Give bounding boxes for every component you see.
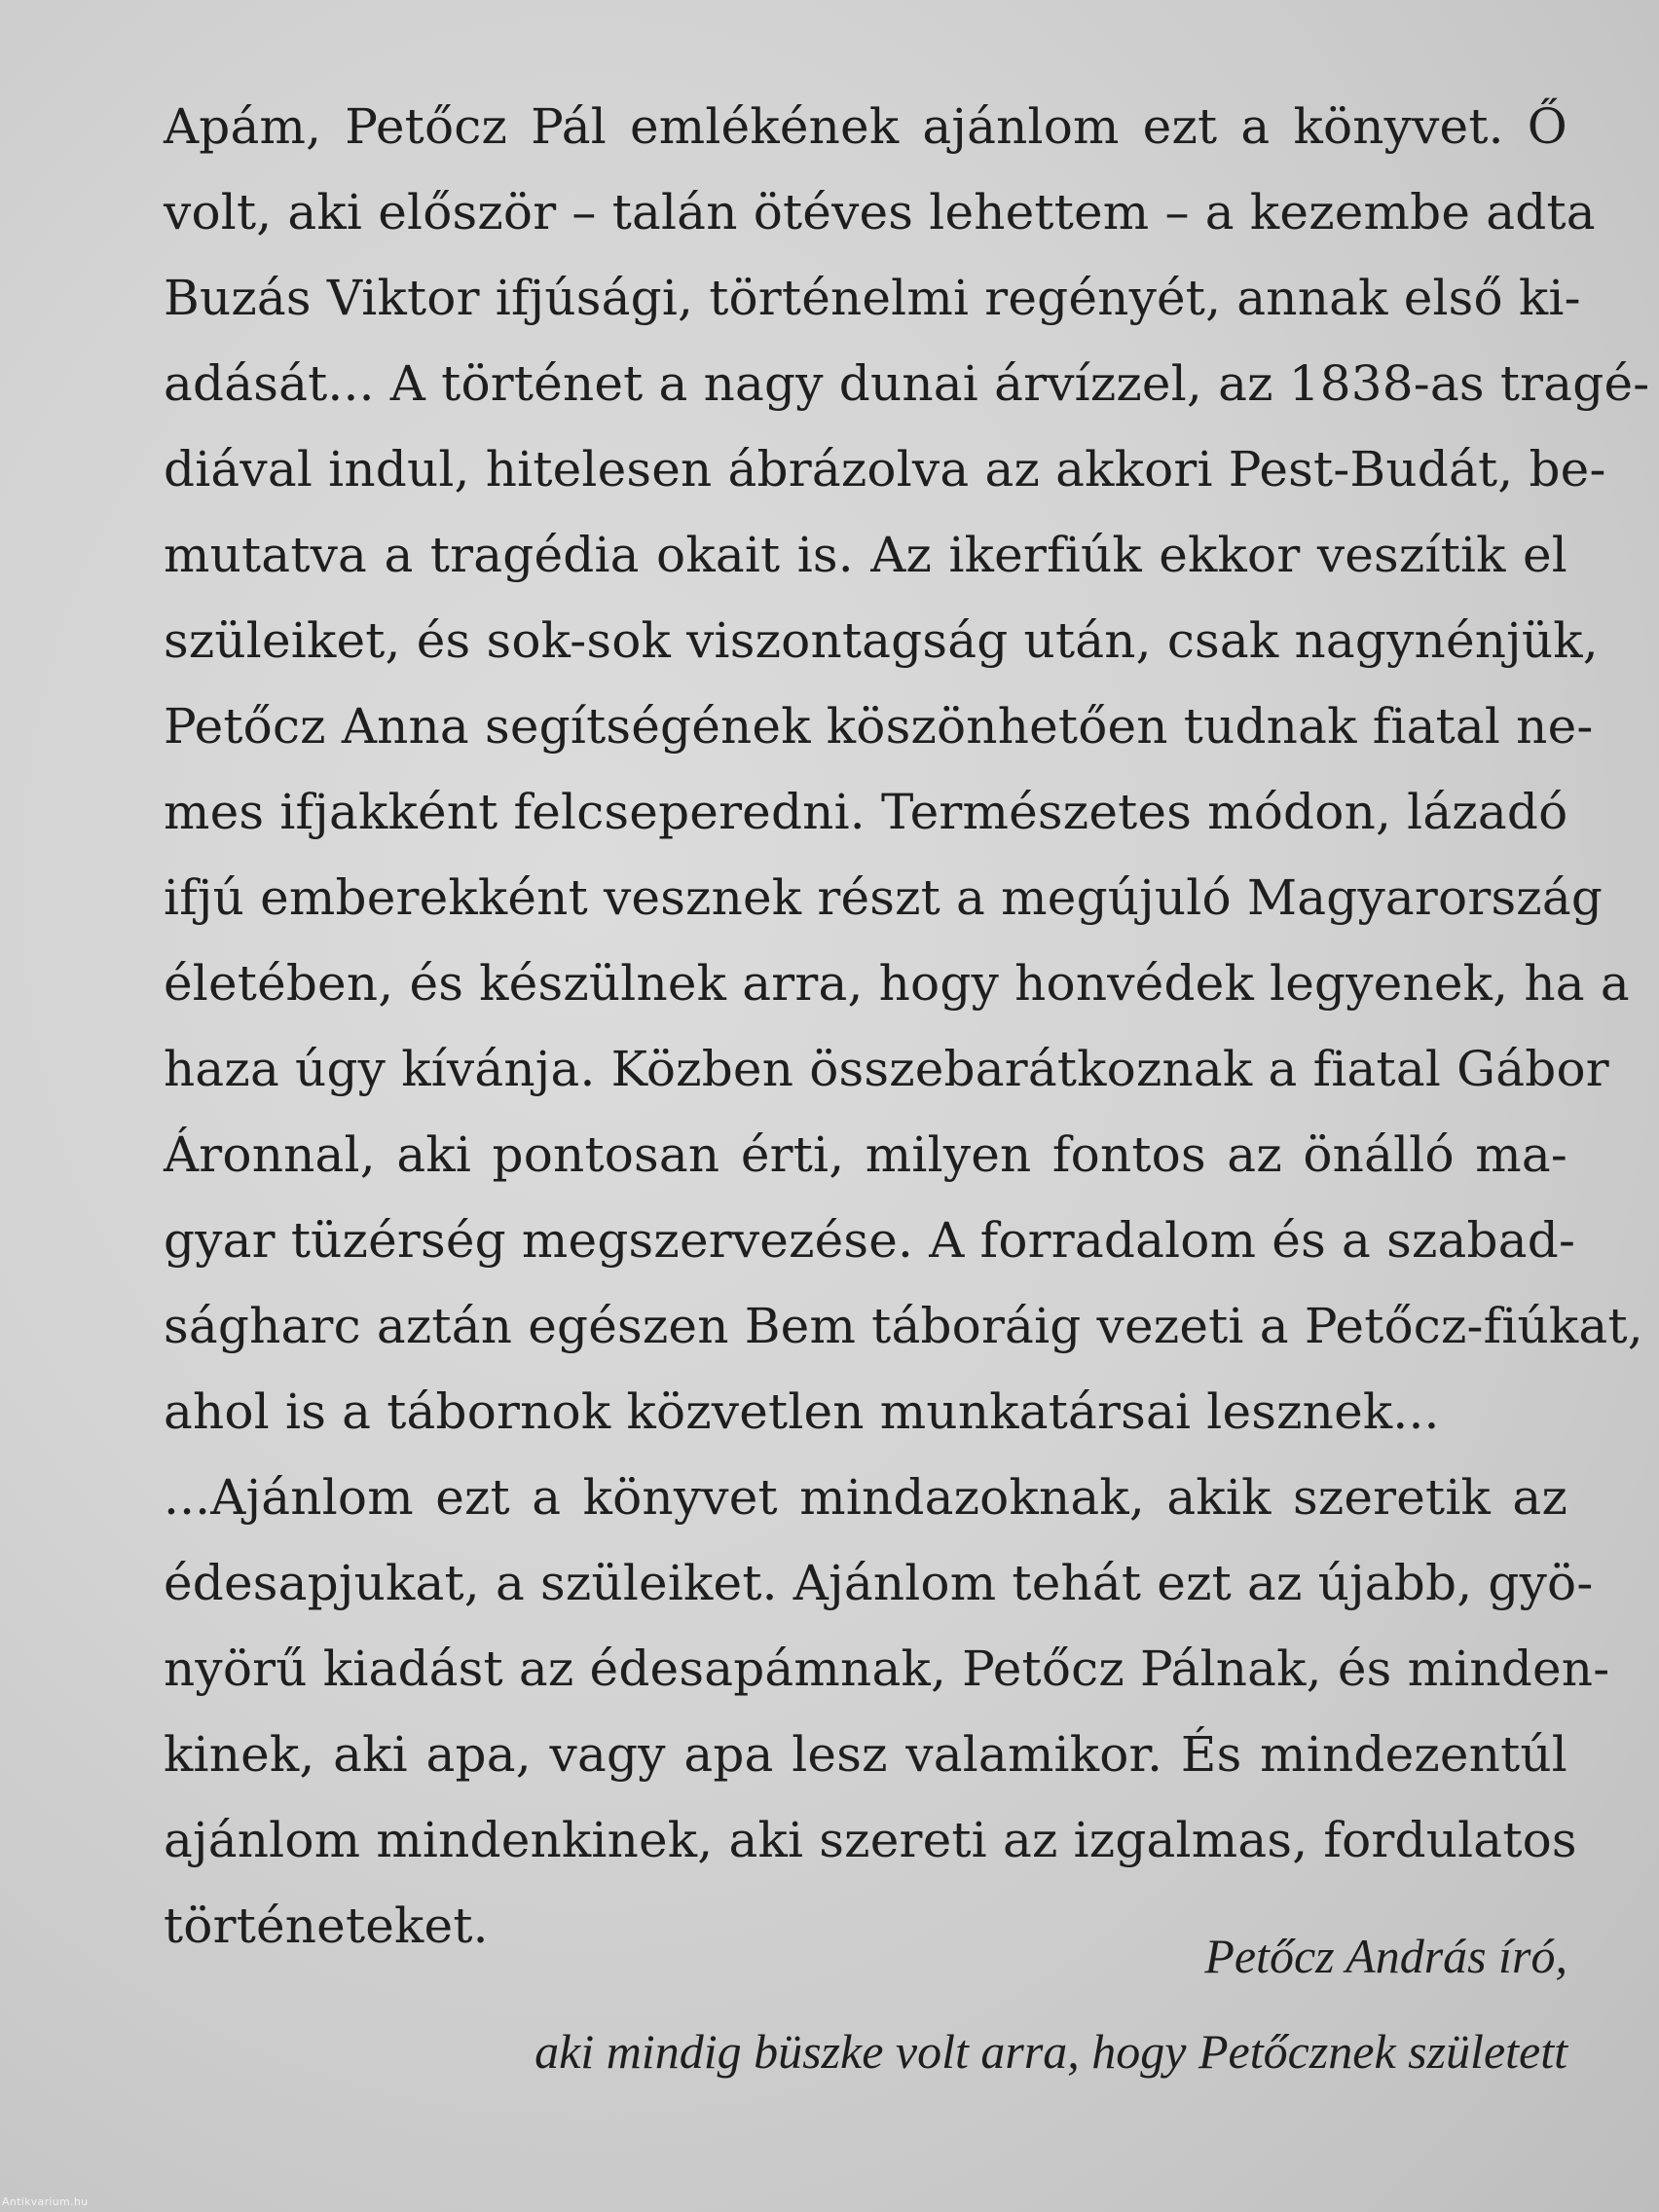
text-line: Petőcz Anna segítségének köszönhetően tudnak fiatal ne- (164, 698, 1594, 755)
text-line: mes ifjakként felcseperedni. Természetes módon, lázadó (164, 784, 1568, 840)
signature-note: aki mindig büszke volt arra, hogy Petőcznek született (535, 2024, 1567, 2079)
text-line: Apám, Petőcz Pál emlékének ajánlom ezt a könyvet. Ő (164, 98, 1567, 155)
text-line: volt, aki először – talán ötéves lehettem – a kezembe adta (164, 184, 1596, 240)
text-line: életében, és készülnek arra, hogy honvédek legyenek, ha a (164, 955, 1630, 1012)
text-line: ifjú emberekként vesznek részt a megújuló Magyarország (164, 869, 1604, 926)
text-line: ságharc aztán egészen Bem táboráig vezeti a Petőcz-fiúkat, (164, 1298, 1643, 1354)
text-line: kinek, aki apa, vagy apa lesz valamikor. És mindezentúl (164, 1726, 1567, 1783)
text-line: Áronnal, aki pontosan érti, milyen fontos az önálló ma- (164, 1126, 1567, 1183)
text-line: mutatva a tragédia okait is. Az ikerfiúk ekkor veszítik el (164, 527, 1567, 583)
text-line: haza úgy kívánja. Közben összebarátkoznak a fiatal Gábor (164, 1041, 1609, 1097)
text-line: édesapjukat, a szüleiket. Ajánlom tehát ezt az újabb, gyö- (164, 1555, 1594, 1611)
text-line: nyörű kiadást az édesapámnak, Petőcz Pálnak, és minden- (164, 1641, 1610, 1697)
text-line: ahol is a tábornok közvetlen munkatársai lesznek... (164, 1383, 1440, 1440)
text-line: ajánlom mindenkinek, aki szereti az izgalmas, fordulatos (164, 1812, 1577, 1868)
text-line: ...Ajánlom ezt a könyvet mindazoknak, akik szeretik az (164, 1469, 1567, 1526)
text-line: diával indul, hitelesen ábrázolva az akkori Pest-Budát, be- (164, 441, 1606, 498)
text-line: Buzás Viktor ifjúsági, történelmi regényét, annak első ki- (164, 270, 1581, 326)
text-line: gyar tüzérség megszervezése. A forradalom és a szabad- (164, 1212, 1576, 1269)
text-line: adását... A történet a nagy dunai árvízzel, az 1838-as tragé- (164, 355, 1650, 412)
watermark: Antikvarium.hu (2, 2195, 89, 2208)
text-line: szüleiket, és sok-sok viszontagság után, csak nagynénjük, (164, 612, 1599, 669)
dedication-text (164, 84, 1650, 1969)
text-line: történeteket. (164, 1898, 489, 1954)
signature-name: Petőcz András író, (1204, 1929, 1567, 1983)
